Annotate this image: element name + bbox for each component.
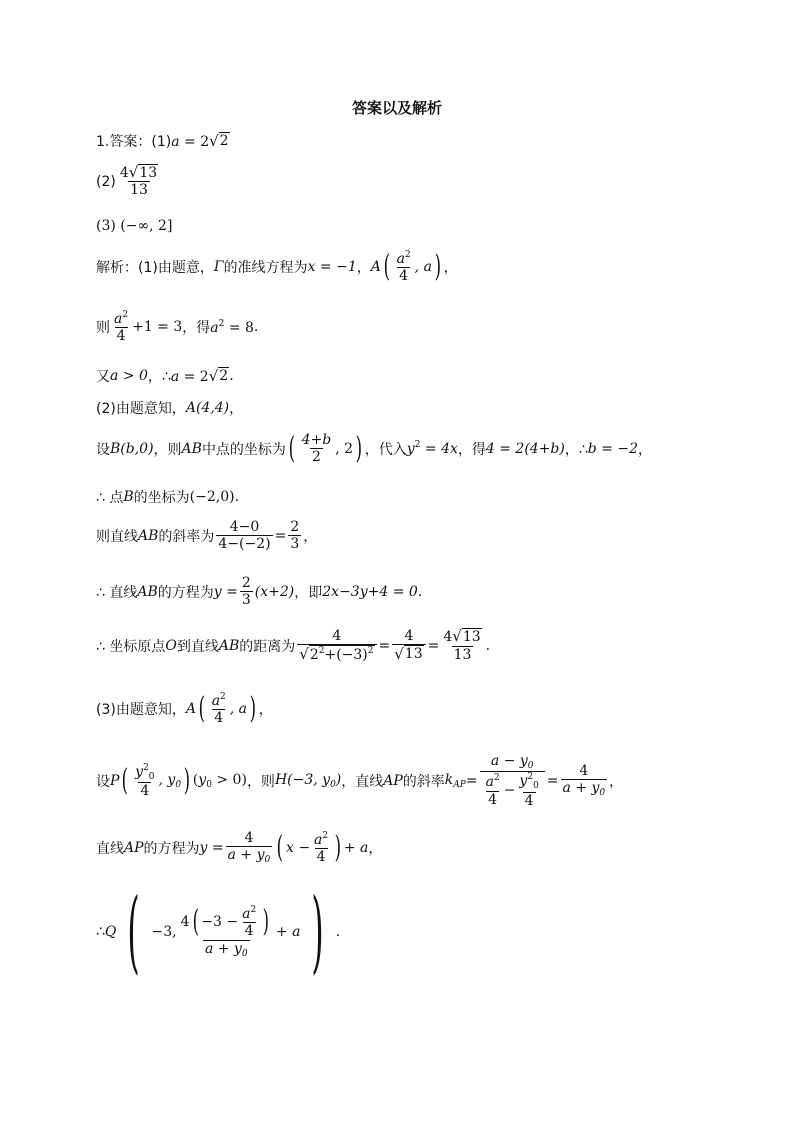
solution-line-12: 直线 AP 的方程为 y = $\frac{4}{a + y_0}$ ( x − $\frac{a^2}{4}$ ) + a ，: [96, 829, 383, 866]
solution-line-5: 设 B(b,0) ，则 AB 中点的坐标为 ( $\frac{4+b}{2}$ , 2 ) ，代入 $y^2 = 4x$ ，得 4 = 2(4+b) ，∴ b = −2 ，: [96, 430, 653, 466]
answer-2: (2) 4 √ 13 13: [96, 164, 162, 199]
solution-line-3: 又 a > 0 ，∴ a = 2 √ 2 .: [96, 367, 234, 385]
answer-1: 1.答案：(1) a = 2 √ 2: [96, 132, 229, 150]
solution-line-1: 解析：(1)由题意， Γ 的准线方程为 x = −1 ， A ( $\frac{a^2}{4}$ , a ) ，: [96, 249, 458, 285]
solution-line-6: ∴ 点 B 的坐标为 (−2,0) .: [96, 489, 240, 506]
solution-line-13: ∴ Q ( −3, 4 ( −3 − $\frac{a^2}{4}$ ) $a + y_0$ + a ) .: [96, 879, 341, 984]
solution-line-10: (3)由题意知， A ( $\frac{a^2}{4}$ , a ) ，: [96, 691, 273, 727]
solution-line-4: (2)由题意知， A(4,4) ，: [96, 400, 244, 417]
answer-3: (3) (−∞, 2]: [96, 218, 173, 234]
solution-line-8: ∴ 直线 AB 的方程为 y = $\frac{2}{3}$ (x+2) ，即 2x−3y+4 = 0 .: [96, 575, 423, 609]
solution-line-11: 设 P ( $\frac{y^2_0}{4}$ , $y_0$ ) $(y_0 > 0)$ ，则 H(−3, $y_0$) ，直线 AP 的斜率 $k_{AP}$ = $a - y_0$ $\frac{a^2}{4}$ − $\frac{y^2_0}{4}$ = $\frac{4}{a + y_0}$ ，: [96, 753, 624, 809]
page-title: 答案以及解析: [351, 99, 442, 117]
fraction: 4 √ 13 13: [119, 163, 158, 199]
solution-line-9: ∴ 坐标原点 O 到直线 AB 的距离为 4 √ $2^2+(-3)^2$ = 4 √ 13 = 4 √ 13 13 .: [96, 627, 491, 664]
solution-line-2: 则 $\frac{a^2}{4}$ +1 = 3 ，得 $a^2 = 8$ .: [96, 310, 259, 345]
solution-line-7: 则直线 AB 的斜率为 $\frac{4-0}{4-(-2)}$ = $\frac{2}{3}$ ，: [96, 519, 318, 553]
